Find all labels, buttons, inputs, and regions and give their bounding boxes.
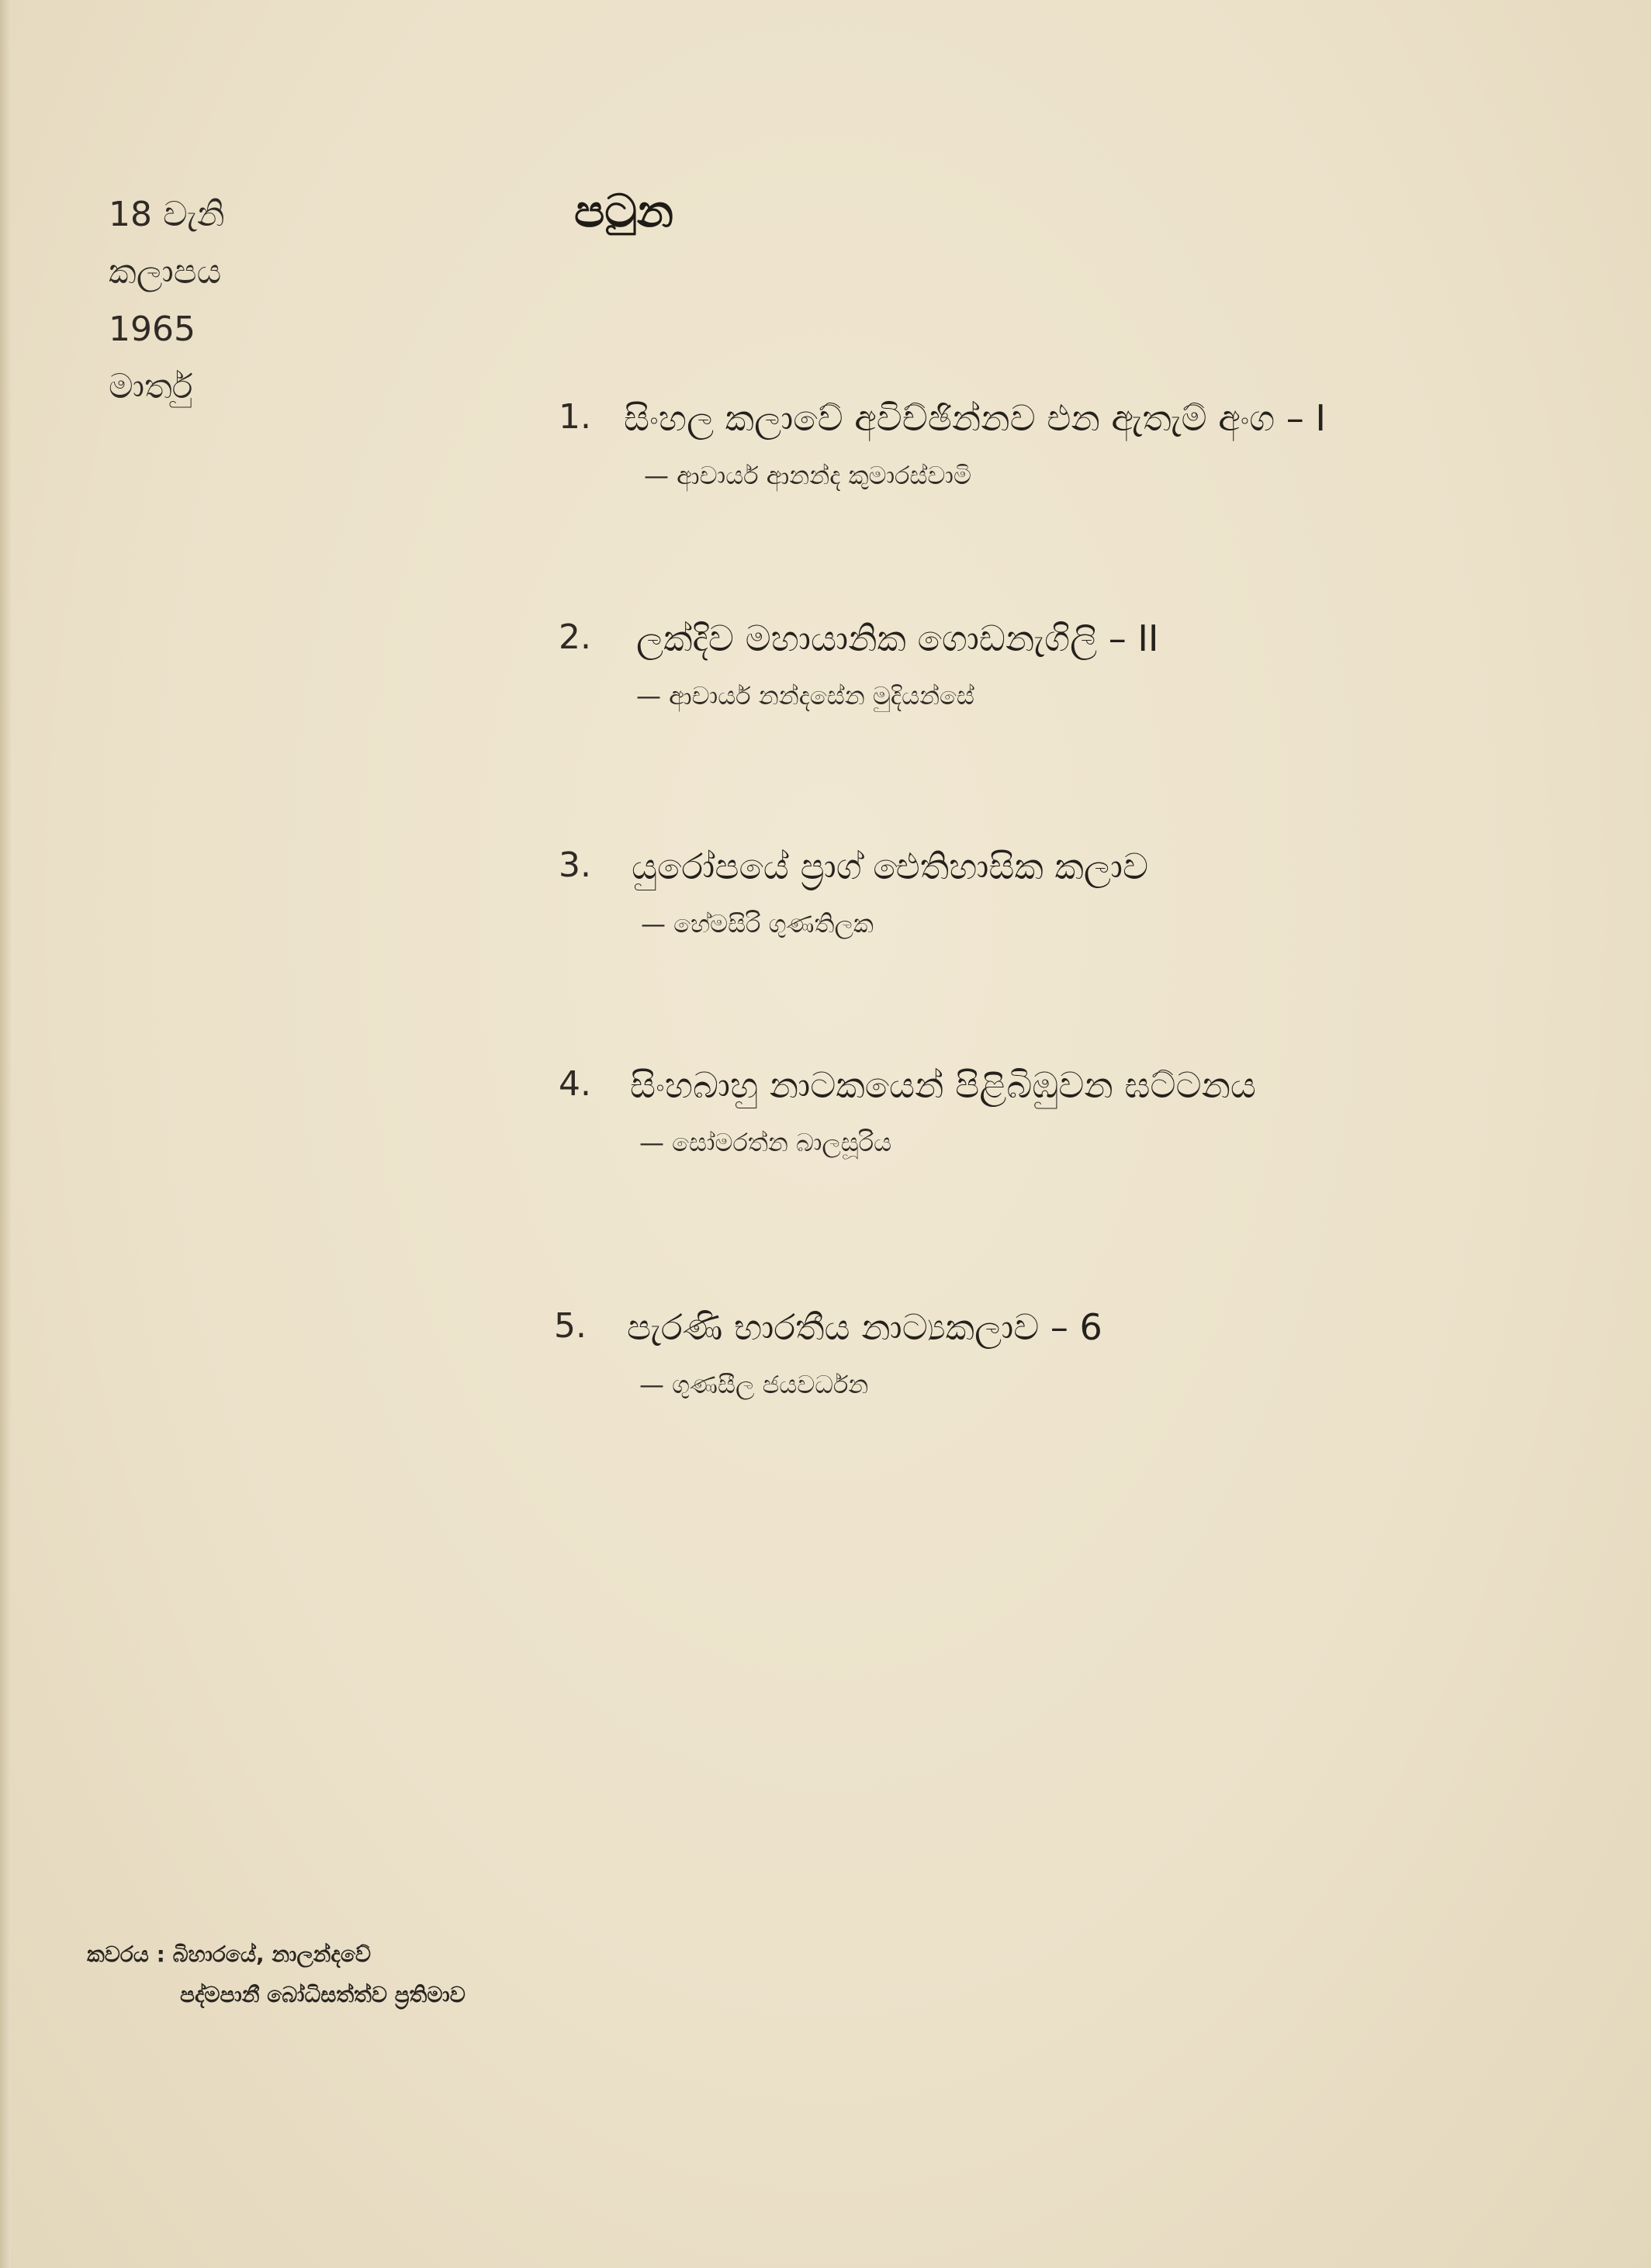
issue-year: 1965	[109, 309, 196, 349]
toc-title: පැරණි භාරතීය නාට්‍යකලාව – 6	[627, 1306, 1102, 1348]
toc-number: 1.	[559, 397, 591, 437]
issue-volume: කලාපය	[109, 252, 222, 292]
toc-author: — ආචාර්ය නන්දසේන මුදියන්සේ	[636, 681, 974, 710]
toc-title: සිංහබාහු නාටකයෙන් පිළිබිඹුවන ඝට්ටනය	[630, 1064, 1257, 1106]
toc-title: යුරෝපයේ ප්‍රාග් ඓතිහාසික කලාව	[632, 845, 1149, 887]
issue-month: මාර්තු	[109, 367, 193, 406]
cover-caption-line2: පද්මපානී බෝධිසත්ත්ව ප්‍රතිමාව	[180, 1982, 466, 2007]
toc-number: 5.	[554, 1306, 587, 1346]
issue-number: 18 වැනි	[109, 195, 225, 234]
issue-info	[109, 186, 310, 416]
toc-author: — ආචාර්ය ආනන්ද කුමාරස්වාමි	[644, 461, 971, 490]
toc-number: 2.	[559, 617, 591, 657]
page-title: පටුන	[574, 185, 674, 237]
toc-author: — සෝමරත්න බාලසූරිය	[639, 1128, 892, 1157]
cover-caption	[87, 1934, 466, 2015]
toc-author: — හේමසිරි ගුණතිලක	[641, 909, 874, 939]
toc-number: 3.	[559, 845, 591, 885]
toc-title: ලක්දිව මහායානික ගොඩනැගිලි – II	[636, 617, 1159, 659]
toc-author: — ගුණසීල ජයවර්ධන	[639, 1370, 869, 1399]
toc-title: සිංහල කලාවේ අවිච්ඡින්නව එන ඇතැම් අංග – I	[624, 397, 1326, 439]
page-edge	[0, 0, 11, 2268]
toc-number: 4.	[559, 1064, 591, 1104]
cover-caption-line1: කවරය : බිහාරයේ, නාලන්දවේ	[87, 1941, 372, 1967]
